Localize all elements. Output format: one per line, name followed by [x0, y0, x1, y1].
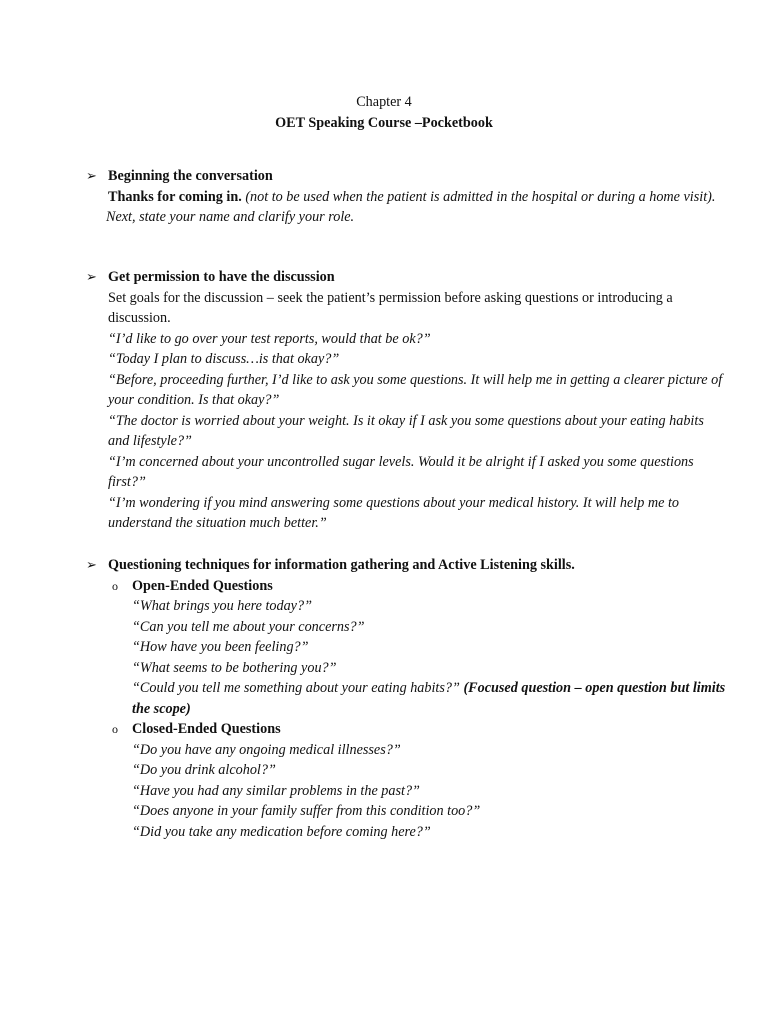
arrow-bullet-icon: ➢ [86, 168, 97, 183]
quote-line: “Can you tell me about your concerns?” [132, 618, 365, 635]
quote-line: “Today I plan to discuss…is that okay?” [108, 351, 340, 367]
quote-line-focused [132, 678, 726, 719]
circle-bullet-icon: o [112, 578, 118, 593]
subsection-closed-ended [108, 719, 726, 842]
quote-line: “Do you have any ongoing medical illnesses?” [132, 741, 401, 758]
focused-quote: “Could you tell me something about your eating habits?” [132, 680, 464, 696]
chapter-label: Chapter 4 [356, 94, 412, 110]
subsection-heading: Closed-Ended Questions [132, 721, 281, 737]
quote-line: “Does anyone in your family suffer from this condition too?” [132, 803, 481, 819]
section-lead [108, 187, 726, 208]
quote-line: “Before, proceeding further, I’d like to ask you some questions. It will help me in getting a clearer picture of your condition. Is that okay?” [108, 371, 723, 408]
section-heading: Beginning the conversation [108, 168, 273, 184]
document-title: OET Speaking Course –Pocketbook [275, 115, 493, 131]
quote-line: “What brings you here today?” [132, 598, 312, 614]
section-questioning-techniques [86, 555, 726, 842]
subsection-heading: Open-Ended Questions [132, 577, 273, 594]
focused-note: (Focused question – open question but limits the scope) [132, 680, 726, 717]
arrow-bullet-icon: ➢ [86, 557, 97, 572]
lead-italic-text: (not to be used when the patient is admitted in the hospital or during a home visit). [241, 188, 716, 205]
quote-line: “Did you take any medication before coming here?” [132, 823, 431, 840]
lead-bold-text: Thanks for coming in. [108, 188, 242, 205]
quote-line: “I’m concerned about your uncontrolled sugar levels. Would it be alright if I asked you some questions first?” [108, 453, 694, 490]
quote-line: “How have you been feeling?” [132, 639, 309, 655]
section-note: Next, state your name and clarify your role. [106, 209, 355, 225]
section-beginning-conversation [86, 166, 726, 228]
subsection-open-ended [108, 576, 726, 720]
section-heading: Get permission to have the discussion [108, 269, 335, 285]
arrow-bullet-icon: ➢ [86, 269, 97, 284]
quote-line: “The doctor is worried about your weight. Is it okay if I ask you some questions about your eating habits and lifestyle?” [108, 412, 704, 449]
section-intro: Set goals for the discussion – seek the patient’s permission before asking questions or introducing a discussion. [108, 289, 673, 326]
section-heading: Questioning techniques for information gathering and Active Listening skills. [108, 557, 575, 573]
quote-line: “Do you drink alcohol?” [132, 762, 276, 778]
quote-line: “What seems to be bothering you?” [132, 659, 337, 676]
circle-bullet-icon: o [112, 722, 118, 736]
section-get-permission [86, 267, 726, 534]
quote-line: “I’d like to go over your test reports, would that be ok?” [108, 330, 431, 347]
quote-line: “I’m wondering if you mind answering some questions about your medical history. It will help me to understand the situation much better.” [108, 494, 680, 531]
quote-line: “Have you had any similar problems in the past?” [132, 782, 420, 799]
